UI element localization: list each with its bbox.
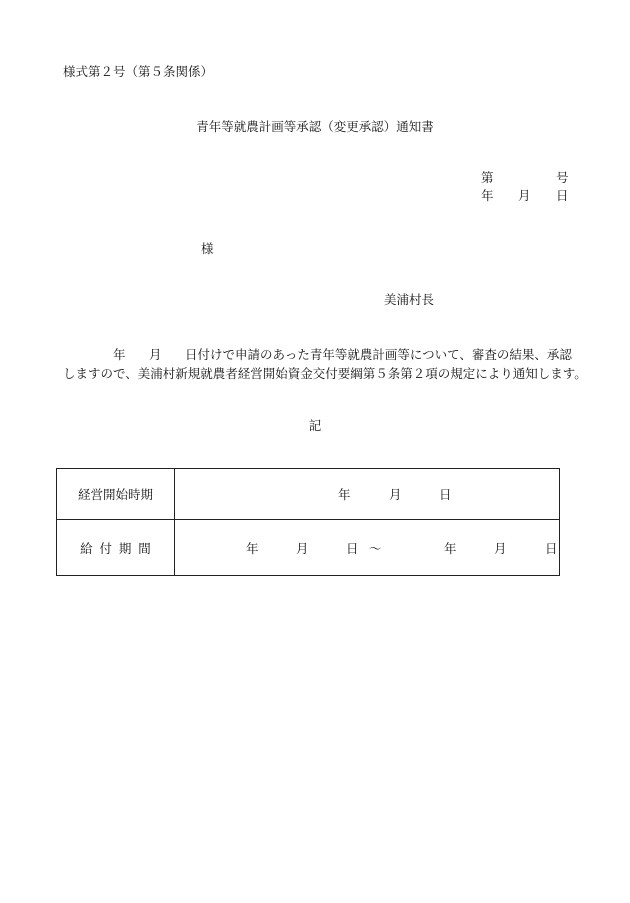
document-title: 青年等就農計画等承認（変更承認）通知書 — [196, 119, 434, 134]
payment-period-label: 給付期間 — [80, 540, 158, 556]
period-from-month: 月 — [296, 540, 309, 556]
table-row — [57, 469, 560, 520]
body-month: 月 — [149, 347, 162, 362]
document-number-suffix: 号 — [556, 170, 569, 185]
period-to-year: 年 — [444, 540, 457, 556]
table-row — [57, 520, 560, 576]
management-start-label: 経営開始時期 — [77, 487, 153, 502]
table-label-cell — [57, 469, 175, 520]
payment-period-value-cell — [175, 520, 560, 576]
details-table — [56, 468, 560, 576]
sender-name: 美浦村長 — [384, 292, 435, 307]
document-number-prefix: 第 — [481, 170, 494, 185]
form-number-label: 様式第２号（第５条関係） — [63, 64, 214, 79]
management-start-year: 年 — [338, 487, 351, 502]
document-date-month: 月 — [518, 188, 531, 203]
body-text-line-2: しますので、美浦村新規就農者経営開始資金交付要綱第５条第２項の規定により通知します。 — [63, 366, 587, 381]
document-date-day: 日 — [556, 188, 569, 203]
period-to-day: 日 — [545, 540, 558, 556]
management-start-day: 日 — [439, 487, 452, 502]
period-separator: ～ — [369, 540, 382, 556]
body-line1-text: 日付けで申請のあった青年等就農計画等について、審査の結果、承認 — [185, 347, 572, 362]
management-start-month: 月 — [389, 487, 402, 502]
ki-heading: 記 — [308, 418, 322, 433]
document-date-year: 年 — [481, 188, 494, 203]
management-start-value-cell — [175, 469, 560, 520]
body-year: 年 — [113, 347, 126, 362]
period-to-month: 月 — [494, 540, 507, 556]
body-text-line-1 — [113, 349, 572, 362]
table-label-cell — [57, 520, 175, 576]
period-from-day: 日 — [346, 540, 359, 556]
period-from-year: 年 — [246, 540, 259, 556]
addressee-honorific: 様 — [201, 241, 214, 256]
